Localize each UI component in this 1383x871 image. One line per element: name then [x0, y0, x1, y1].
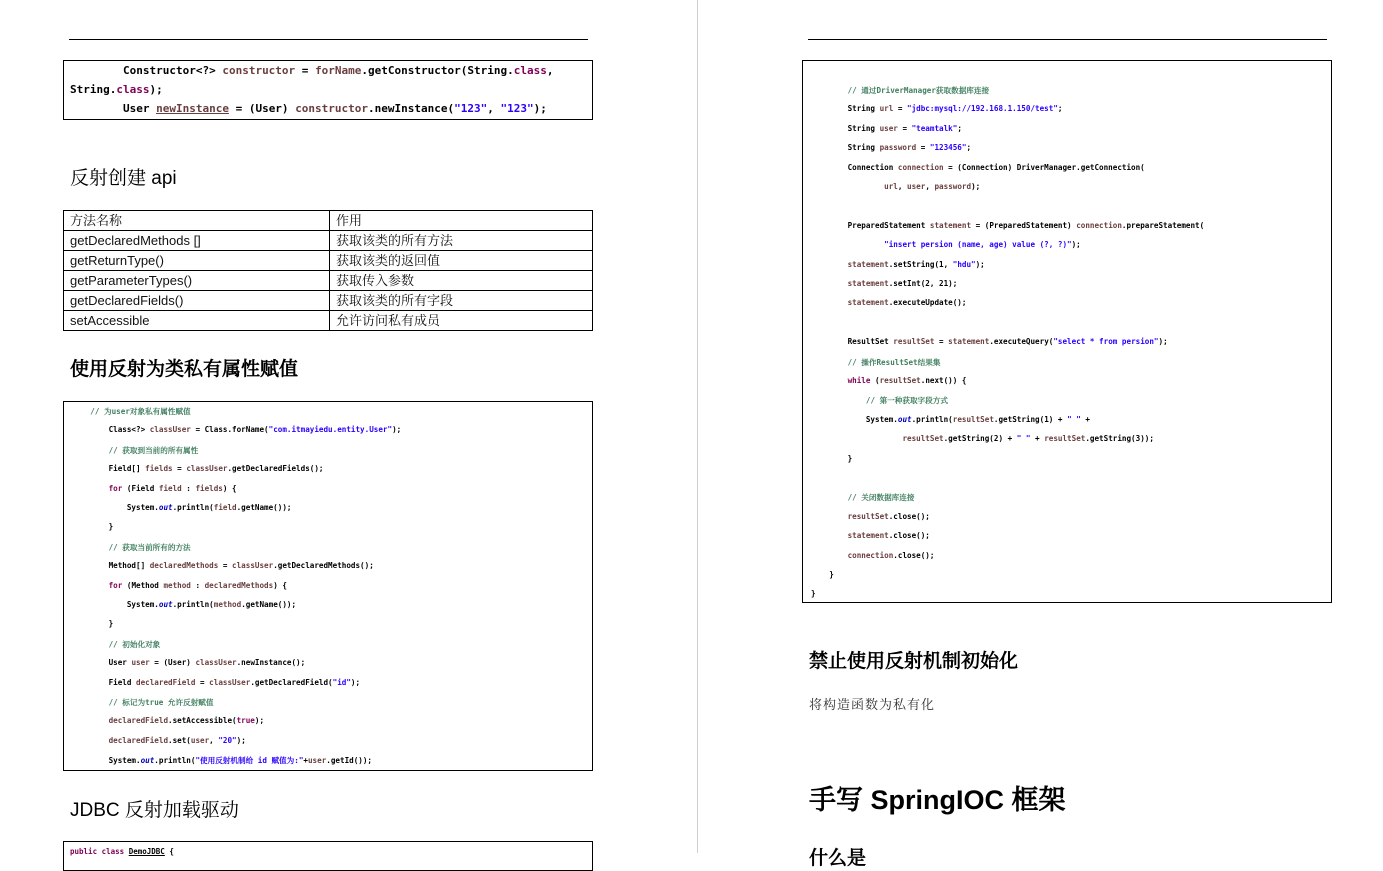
code-line: } [811, 453, 853, 463]
table-row [64, 271, 593, 291]
heading-jdbc-driver: JDBC 反射加载驱动 [70, 800, 239, 821]
table-row [64, 251, 593, 271]
table-cell: setAccessible [64, 311, 330, 331]
heading-reflection-api: 反射创建 api [70, 168, 177, 189]
code-line: System.out.println("使用反射机制给 id 赋值为:"+user.getId()); [72, 756, 372, 766]
code-line: for (Field field : fields) { [108, 483, 237, 493]
code-line: ResultSet resultSet = statement.executeQuery("select * from persion"); [811, 337, 1168, 347]
code-line: User user = (User) classUser.newInstance(); [72, 658, 306, 668]
forbid-reflection-text: 将构造函数为私有化 [809, 697, 936, 712]
code-line: String password = "123456"; [811, 143, 972, 153]
code-line: System.out.println(resultSet.getString(1) + " " + [811, 414, 1090, 424]
code-line: // 通过DriverManager获取数据库连接 [847, 86, 990, 95]
heading-handwrite-springioc: 手写 SpringIOC 框架 [809, 785, 1066, 815]
left-page-header-rule [69, 39, 588, 40]
code-snippet-private-fields [63, 401, 593, 771]
table-header-cell: 方法名称 [64, 211, 330, 231]
code-snippet-jdbc-start [63, 841, 593, 871]
code-line: // 第一种获取字段方式 [865, 396, 948, 406]
code-line: // 获取当前所有的方法 [108, 542, 191, 552]
code-line: Connection connection = (Connection) DriverManager.getConnection( [811, 162, 1145, 172]
code-line: Field[] fields = classUser.getDeclaredFields(); [72, 464, 324, 474]
table-cell: getParameterTypes() [64, 271, 330, 291]
code-line: Class<?> classUser = Class.forName("com.itmayiedu.entity.User"); [72, 425, 402, 435]
right-page-header-rule [808, 39, 1327, 40]
code-line: String url = "jdbc:mysql://192.168.1.150/test"; [811, 104, 1063, 114]
code-line: statement.setString(1, "hdu"); [847, 259, 985, 269]
api-methods-table [63, 210, 593, 331]
code-line: Constructor<?> constructor = forName.getConstructor(String.class, [70, 64, 554, 77]
code-line: for (Method method : declaredMethods) { [108, 580, 287, 590]
code-line: // 操作ResultSet结果集 [847, 357, 941, 367]
code-line: statement.setInt(2, 21); [847, 279, 958, 288]
heading-forbid-reflection: 禁止使用反射机制初始化 [809, 651, 1019, 672]
code-line: System.out.println(method.getName()); [72, 600, 297, 609]
table-row [64, 291, 593, 311]
table-cell: getReturnType() [64, 251, 330, 271]
table-header-row [64, 211, 593, 231]
table-row [64, 231, 593, 251]
table-cell: getDeclaredMethods [] [64, 231, 330, 251]
code-line: // 标记为true 允许反射赋值 [108, 698, 214, 707]
code-line: } [72, 619, 114, 629]
table-cell: 获取该类的所有方法 [330, 231, 593, 251]
code-line: declaredField.setAccessible(true); [108, 716, 265, 726]
code-line: String user = "teamtalk"; [811, 123, 962, 133]
code-line: User newInstance = (User) constructor.newInstance("123", "123"); [70, 102, 547, 115]
table-cell: 获取该类的返回值 [330, 251, 593, 271]
code-line: url, user, password); [884, 182, 981, 191]
table-cell: 获取该类的所有字段 [330, 291, 593, 311]
heading-what-is-cut: 什么是 [809, 848, 867, 869]
code-line: String.class); [70, 83, 163, 96]
code-line: } [72, 522, 114, 532]
code-snippet-constructor [63, 60, 593, 120]
code-line: Field declaredField = classUser.getDeclaredField("id"); [72, 677, 361, 687]
code-line: public class DemoJDBC { [70, 847, 174, 856]
code-line: "insert persion (name, age) value (?, ?)"); [884, 240, 1081, 250]
table-cell: 允许访问私有成员 [330, 311, 593, 331]
code-line: statement.executeUpdate(); [847, 298, 967, 308]
heading-private-field-assign: 使用反射为类私有属性赋值 [70, 359, 299, 380]
code-line: } [811, 570, 834, 579]
code-line: declaredField.set(user, "20"); [108, 735, 246, 745]
code-line: statement.close(); [847, 531, 930, 541]
code-line: // 初始化对象 [108, 639, 161, 649]
code-line: // 获取到当前的所有属性 [108, 445, 199, 455]
table-row [64, 311, 593, 331]
code-line: System.out.println(field.getName()); [72, 503, 292, 512]
code-line: // 关闭数据库连接 [847, 493, 915, 503]
code-line: resultSet.getString(2) + " " + resultSet.getString(3)); [902, 434, 1154, 444]
code-line: while (resultSet.next()) { [847, 376, 967, 385]
table-header-cell: 作用 [330, 211, 593, 231]
code-line: Method[] declaredMethods = classUser.getDeclaredMethods(); [72, 561, 374, 571]
code-line: // 为user对象私有属性赋值 [90, 407, 191, 416]
code-line: } [811, 589, 816, 599]
code-line: PreparedStatement statement = (PreparedStatement) connection.prepareStatement( [811, 220, 1205, 230]
table-cell: 获取传入参数 [330, 271, 593, 291]
code-snippet-jdbc [802, 60, 1332, 603]
table-cell: getDeclaredFields() [64, 291, 330, 311]
code-line: resultSet.close(); [847, 511, 930, 521]
code-line: connection.close(); [847, 550, 935, 560]
page-divider [697, 0, 698, 853]
